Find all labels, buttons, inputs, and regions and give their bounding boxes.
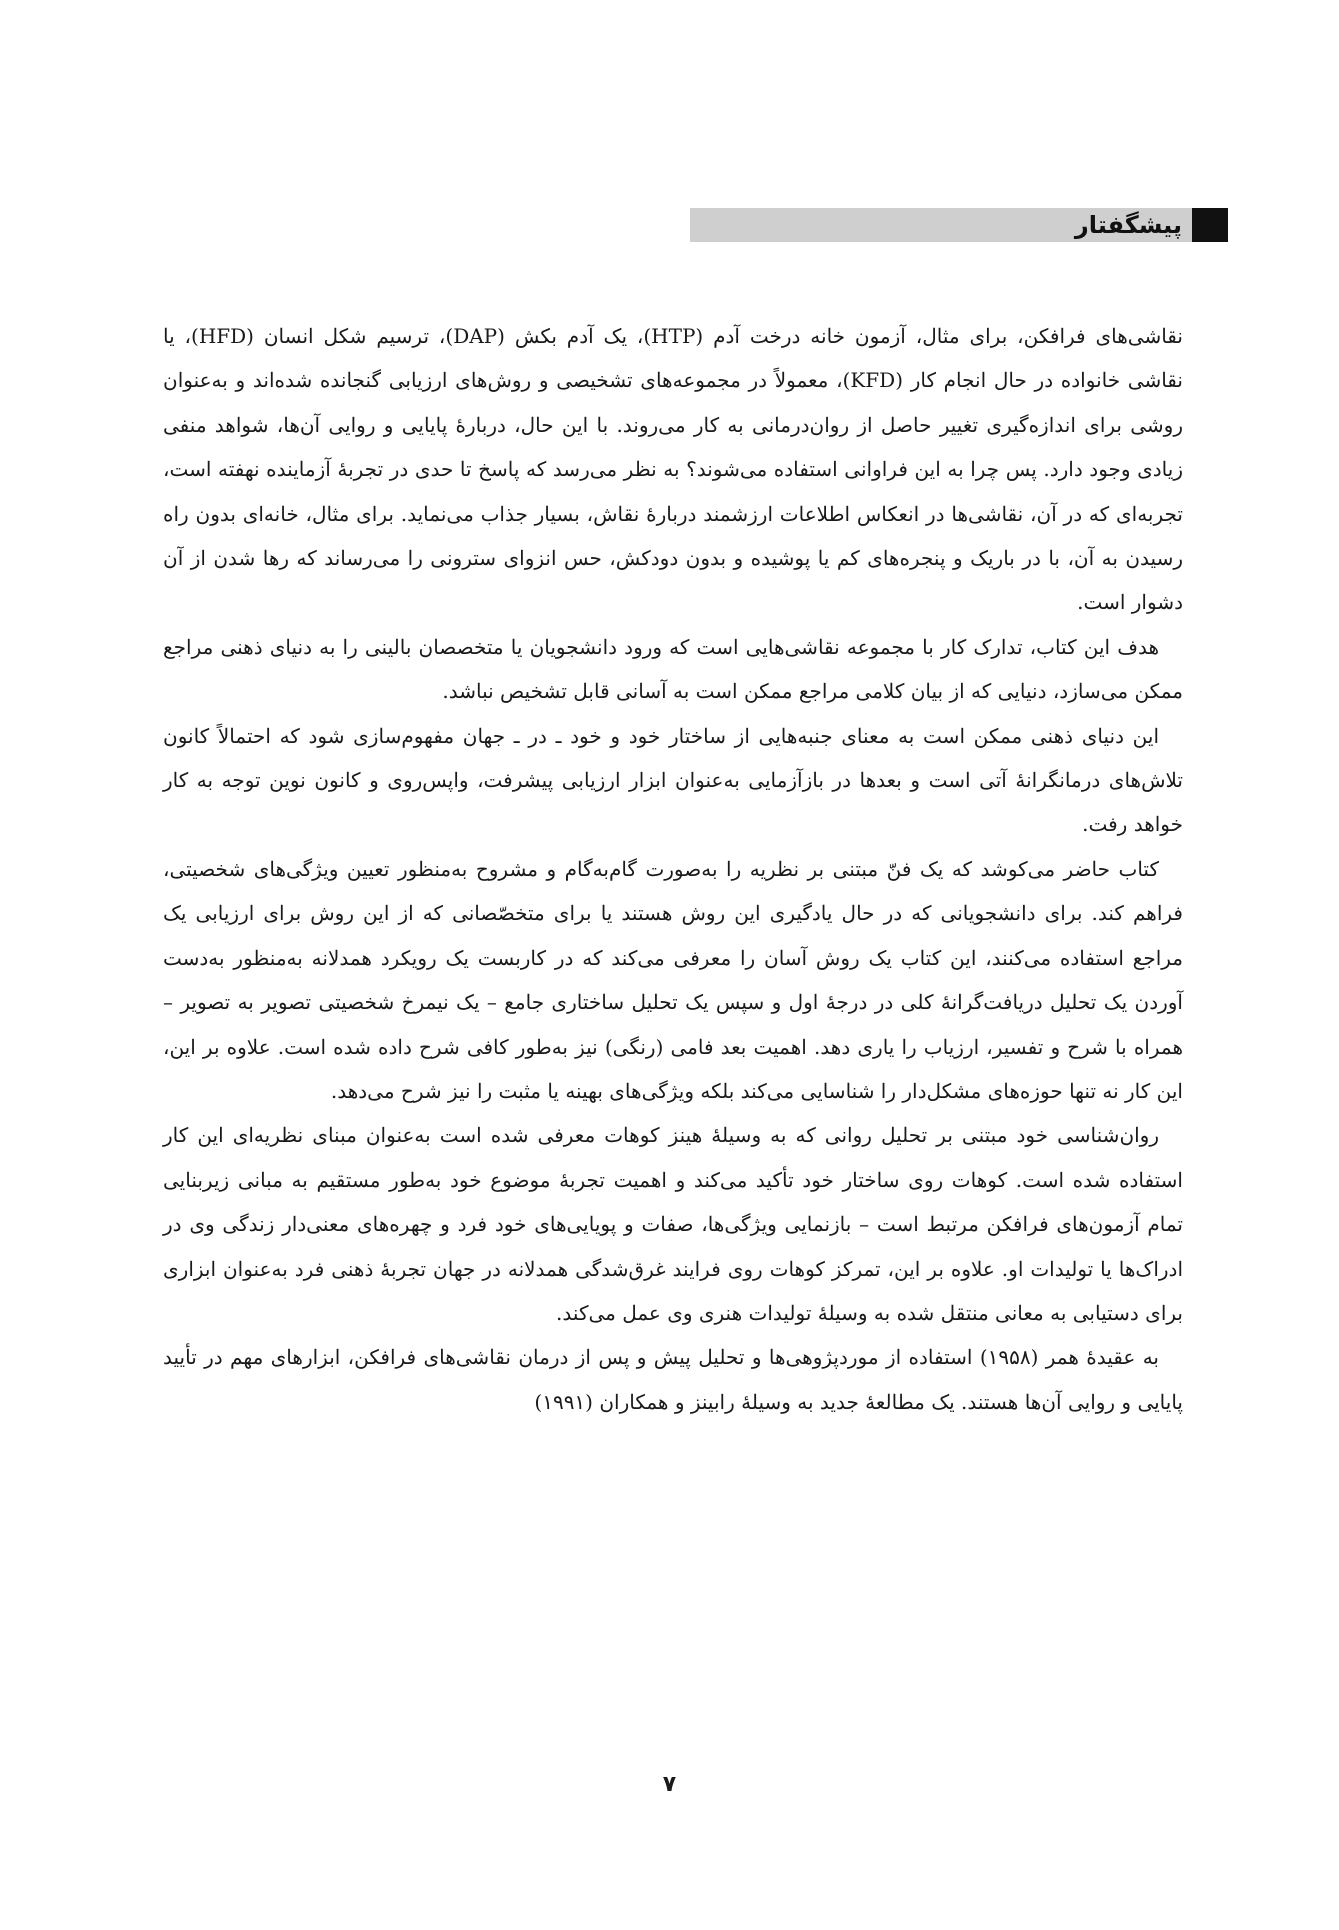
paragraph-2: هدف این کتاب، تدارک کار با مجموعه نقاشی‌هایی است که ورود دانشجویان یا متخصصان بالینی را به دنیای ذهنی مراجع ممکن می‌سازد، دنیایی که از بیان کلامی مراجع ممکن است به آسانی قابل تشخیص نباشد. (163, 634, 1183, 704)
section-heading-marker (1192, 208, 1228, 242)
paragraph-4: کتاب حاضر می‌کوشد که یک فنّ مبتنی بر نظریه را به‌صورت گام‌به‌گام و مشروح به‌منظور تعیین ویژگی‌های شخصیتی، فراهم کند. برای دانشجویانی که در حال یادگیری این روش هستند یا برای متخصّصانی که از این روش برای ارزیابی یک مراجع استفاده می‌کنند، این کتاب یک روش آسان را معرفی می‌کند که در کاربست یک رویکرد همدلانه به‌منظور به‌دست آوردن یک تحلیل دریافت‌گرانهٔ کلی در درجهٔ اول و سپس یک تحلیل ساختاری جامع – یک نیمرخ شخصیتی تصویر به تصویر – همراه با شرح و تفسیر، ارزیاب را یاری دهد. اهمیت بعد فامی (رنگی) نیز به‌طور کافی شرح داده شده است. علاوه بر این، این کار نه تنها حوزه‌های مشکل‌دار را شناسایی می‌کند بلکه ویژگی‌های بهینه یا مثبت را نیز شرح می‌دهد. (163, 856, 1183, 1103)
body-text (163, 314, 1183, 1424)
paragraph-1: نقاشی‌های فرافکن، برای مثال، آزمون خانه درخت آدم (HTP)، یک آدم بکش (DAP)، ترسیم شکل انسان (HFD)، یا نقاشی خانواده در حال انجام کار (KFD)، معمولاً در مجموعه‌های تشخیصی و روش‌های ارزیابی گنجانده شده‌اند و به‌عنوان روشی برای اندازه‌گیری تغییر حاصل از روان‌درمانی به کار می‌روند. با این حال، دربارهٔ پایایی و روایی آن‌ها، شواهد منفی زیادی وجود دارد. پس چرا به این فراوانی استفاده می‌شوند؟ به نظر می‌رسد که پاسخ تا حدی در تجربهٔ آزماینده نهفته است، تجربه‌ای که در آن، نقاشی‌ها در انعکاس اطلاعات ارزشمند دربارهٔ نقاش، بسیار جذاب می‌نماید. برای مثال، خانه‌ای بدون راه رسیدن به آن، با در باریک و پنجره‌های کم یا پوشیده و بدون دودکش، حس انزوای سترونی را می‌رساند که رها شدن از آن دشوار است. (163, 324, 1183, 615)
section-title: پیشگفتار (1074, 211, 1182, 239)
page-number: ۷ (662, 1772, 677, 1797)
paragraph-3: این دنیای ذهنی ممکن است به معنای جنبه‌هایی از ساختار خود و خود ـ در ـ جهان مفهوم‌سازی شود که احتمالاً کانون تلاش‌های درمانگرانهٔ آتی است و بعدها در بازآزمایی به‌عنوان ابزار ارزیابی پیشرفت، واپس‌روی و کانون نوین توجه به کار خواهد رفت. (163, 723, 1183, 837)
paragraph-6: به عقیدهٔ همر (۱۹۵۸) استفاده از موردپژوهی‌ها و تحلیل پیش و پس از درمان نقاشی‌های فرافکن، ابزارهای مهم در تأیید پایایی و روایی آن‌ها هستند. یک مطالعهٔ جدید به وسیلهٔ رابینز و همکاران (۱۹۹۱) (163, 1345, 1183, 1414)
paragraph-5: روان‌شناسی خود مبتنی بر تحلیل روانی که به وسیلهٔ هینز کوهات معرفی شده است به‌عنوان مبنای نظریه‌ای این کار استفاده شده است. کوهات روی ساختار خود تأکید می‌کند و اهمیت تجربهٔ موضوع خود به‌طور مستقیم به مبانی زیربنایی تمام آزمون‌های فرافکن مرتبط است – بازنمایی ویژگی‌ها، صفات و پویایی‌های خود فرد و چهره‌های معنی‌دار زندگی وی در ادراک‌ها یا تولیدات او. علاوه بر این، تمرکز کوهات روی فرایند غرق‌شدگی همدلانه در جهان تجربهٔ ذهنی فرد به‌عنوان ابزاری برای دستیابی به معانی منتقل شده به وسیلهٔ تولیدات هنری وی عمل می‌کند. (163, 1123, 1183, 1325)
